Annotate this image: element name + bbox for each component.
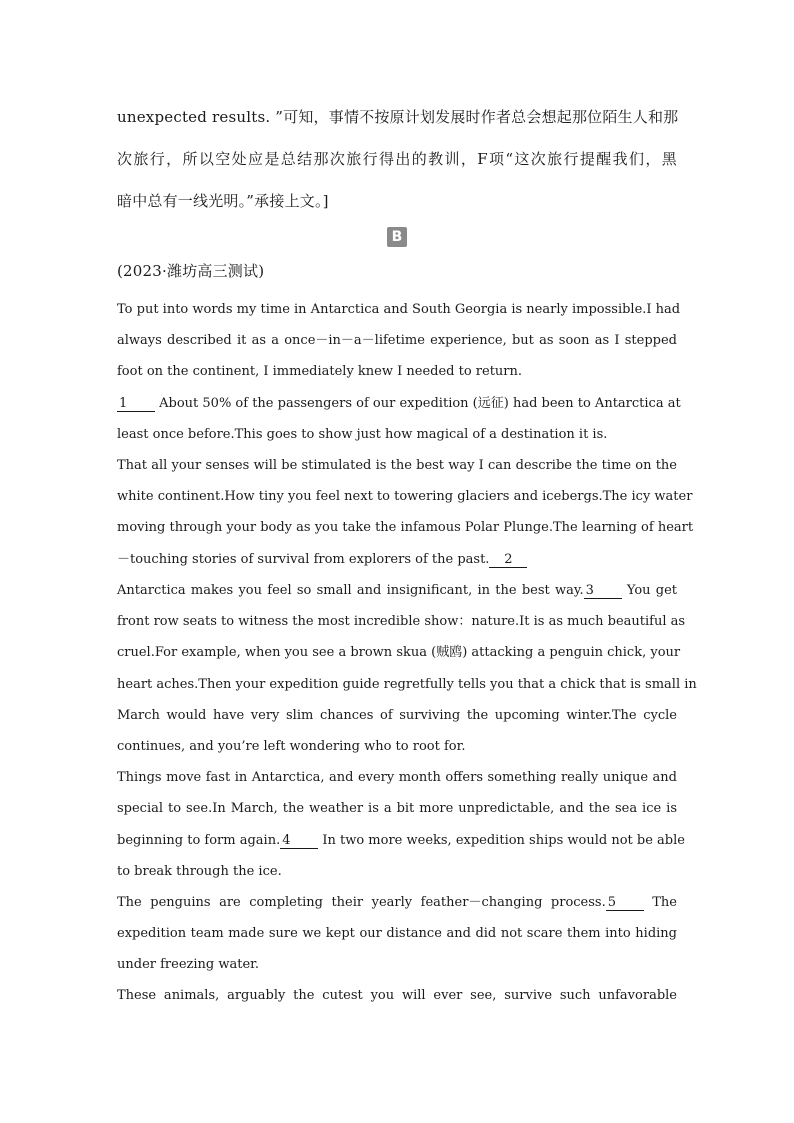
line-text: moving through your body as you take the infamous Polar Plunge.The learning of heart — [117, 520, 694, 535]
text-line — [117, 150, 677, 168]
text-line — [117, 987, 677, 1005]
line-text: always described it as a once－in－a－lifetime experience, but as soon as I stepped — [117, 333, 677, 348]
line-text: front row seats to witness the most incredible show：nature.It is as much beautiful as — [117, 614, 686, 629]
text-line — [117, 363, 677, 381]
blank-2[interactable]: 2 — [489, 553, 527, 568]
text-line — [117, 894, 677, 912]
text-line — [117, 551, 677, 569]
line-text: expedition team made sure we kept our distance and did not scare them into hiding — [117, 926, 677, 941]
line-text: You get — [621, 583, 678, 598]
line-text: to break through the ice. — [117, 864, 282, 879]
line-text: March would have very slim chances of surviving the upcoming winter.The cycle — [117, 708, 677, 723]
blank-5[interactable]: 5 — [606, 896, 644, 911]
line-text: Antarctica makes you feel so small and insignificant, in the best way. — [117, 583, 584, 598]
line-text: －touching stories of survival from explorers of the past. — [117, 552, 490, 567]
text-line — [117, 192, 677, 210]
blank-3[interactable]: 3 — [584, 584, 622, 599]
line-text: 次旅行，所以空处应是总结那次旅行得出的教训，F项“这次旅行提醒我们，黑 — [117, 150, 677, 168]
text-line — [117, 519, 694, 537]
line-text: 暗中总有一线光明。”承接上文。] — [117, 192, 329, 210]
line-text: heart aches.Then your expedition guide regretfully tells you that a chick that is small in — [117, 677, 697, 692]
text-line — [117, 426, 677, 444]
line-text: white continent.How tiny you feel next to towering glaciers and icebergs.The icy water — [117, 489, 693, 504]
line-text: In two more weeks, expedition ships would not be able — [318, 833, 685, 848]
text-line — [117, 395, 681, 413]
text-line — [117, 832, 685, 850]
text-line — [117, 644, 681, 662]
line-text: foot on the continent, I immediately knew I needed to return. — [117, 364, 523, 379]
text-line — [117, 769, 677, 787]
line-text: continues, and you’re left wondering who to root for. — [117, 739, 466, 754]
text-line — [117, 676, 697, 694]
text-line — [117, 613, 686, 631]
text-line — [117, 332, 677, 350]
text-line — [117, 925, 677, 943]
text-line — [117, 800, 677, 818]
text-line — [117, 956, 677, 974]
line-text: The — [643, 895, 677, 910]
line-text: beginning to form again. — [117, 833, 281, 848]
line-text: unexpected results. ”可知，事情不按原计划发展时作者总会想起那位陌生人和那 — [117, 108, 679, 126]
line-text: The penguins are completing their yearly feather－changing process. — [117, 895, 606, 910]
section-badge: B — [387, 227, 407, 247]
text-line — [117, 301, 681, 319]
text-line — [117, 488, 693, 506]
line-text: About 50% of the passengers of our expedition (远征) had been to Antarctica at — [155, 396, 681, 411]
text-line — [117, 863, 677, 881]
line-text: Things move fast in Antarctica, and every month offers something really unique and — [117, 770, 677, 785]
text-line — [117, 457, 677, 475]
line-text: special to see.In March, the weather is a bit more unpredictable, and the sea ice is — [117, 801, 677, 816]
line-text: These animals, arguably the cutest you will ever see, survive such unfavorable — [117, 988, 677, 1003]
text-line — [117, 108, 677, 126]
text-line — [117, 262, 677, 280]
text-line — [117, 738, 677, 756]
blank-4[interactable]: 4 — [280, 834, 318, 849]
line-text: cruel.For example, when you see a brown skua (贼鸥) attacking a penguin chick, your — [117, 645, 681, 660]
text-line — [117, 582, 677, 600]
line-text: least once before.This goes to show just how magical of a destination it is. — [117, 427, 608, 442]
blank-1[interactable]: 1 — [117, 397, 155, 412]
line-text: That all your senses will be stimulated is the best way I can describe the time on the — [117, 458, 677, 473]
line-text: (2023·潍坊高三测试) — [117, 262, 265, 280]
line-text: To put into words my time in Antarctica and South Georgia is nearly impossible.I had — [117, 302, 681, 317]
text-line — [117, 707, 677, 725]
line-text: under freezing water. — [117, 957, 260, 972]
